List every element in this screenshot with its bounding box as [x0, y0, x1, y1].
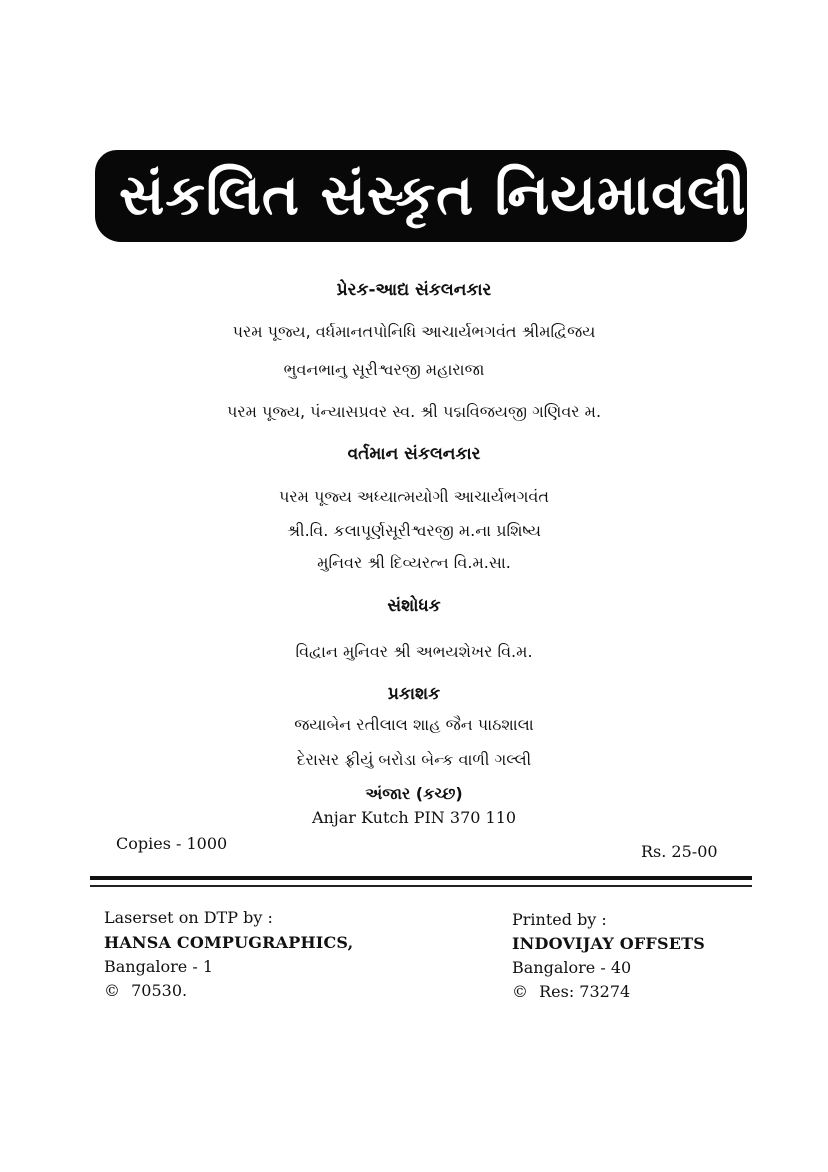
apple-logo-icon — [70, 230, 94, 254]
apple-logo-icon — [70, 938, 94, 962]
sanshodhak-line-1: વિદ્વાન મુનિવર શ્રી અભયશેખર વિ.મ. — [295, 642, 533, 661]
printer-company: INDOVIJAY OFFSETS — [512, 934, 705, 953]
apple-logo-icon — [756, 465, 780, 489]
typeset-label — [104, 908, 273, 927]
apple-logo-icon — [756, 889, 780, 913]
separator-thick — [90, 876, 752, 880]
section-heading-prakashak: પ્રકાશક — [387, 684, 441, 704]
prakashak-line-2: દેરાસર ફ્રીયું બરોડા બેન્ક વાળી ગલ્લી — [296, 750, 532, 769]
prakashak-address-en: Anjar Kutch PIN 370 110 — [311, 808, 517, 827]
apple-logo-icon — [756, 842, 780, 866]
prakashak-line-1: જયાબેન રતીલાલ શાહ જૈન પાઠશાલા — [294, 715, 534, 734]
vartaman-line-1: પરમ પૂજ્ય અધ્યાત્મયોગી આચાર્યભગવંત — [279, 487, 549, 506]
apple-logo-icon — [70, 136, 94, 160]
apple-logo-icon — [756, 182, 780, 206]
section-heading-prerak: પ્રેરક-આદ્ય સંકલનકાર — [336, 280, 492, 300]
apple-logo-icon — [70, 160, 94, 184]
vartaman-line-3: મુનિવર શ્રી દિવ્યરત્ન વિ.મ.સા. — [317, 553, 511, 572]
phone-icon: © — [104, 981, 120, 1000]
prakashak-city: અંજાર (કચ્છ) — [365, 784, 463, 803]
typeset-phone — [104, 981, 187, 1000]
typeset-company: HANSA COMPUGRAPHICS, — [104, 933, 354, 952]
typeset-label-suffix: DTP by : — [203, 908, 273, 927]
prerak-line-3: પરમ પૂજ્ય, પંન્યાસપ્રવર સ્વ. શ્રી પદ્મવિજયજી ગણિવર મ. — [226, 402, 602, 421]
apple-logo-icon — [70, 254, 94, 278]
vartaman-line-2: શ્રી.વિ. કલાપૂર્ણસૂરીશ્વરજી મ.ના પ્રશિષ્ય — [286, 521, 542, 540]
typeset-phone-number: 70530. — [131, 981, 188, 1000]
printer-label: Printed by : — [512, 910, 607, 929]
apple-logo-icon — [756, 1007, 780, 1031]
apple-logo-icon — [70, 985, 94, 1009]
printer-phone — [512, 982, 630, 1001]
apple-logo-icon — [756, 158, 780, 182]
apple-logo-icon — [70, 419, 94, 443]
phone-icon: © — [512, 982, 528, 1001]
apple-logo-icon — [756, 205, 780, 229]
title-banner — [95, 150, 747, 242]
apple-logo-icon — [70, 207, 94, 231]
apple-logo-icon — [756, 252, 780, 276]
prerak-line-2: ભુવનભાનુ સૂરીશ્વરજી મહારાજા — [283, 360, 485, 379]
printer-phone-number: Res: 73274 — [539, 982, 631, 1001]
apple-logo-icon — [70, 891, 94, 915]
apple-logo-icon — [756, 984, 780, 1008]
apple-logo-icon — [70, 1009, 94, 1026]
border-top — [72, 114, 764, 138]
apple-logo-icon — [70, 915, 94, 939]
section-heading-vartaman: વર્તમાન સંકલનકાર — [347, 444, 481, 464]
copies-count: Copies - 1000 — [116, 834, 228, 853]
apple-logo-icon — [756, 913, 780, 937]
document-title: સંકલિત સંસ્કૃત નિયમાવલી — [119, 163, 747, 228]
apple-logo-icon — [70, 962, 94, 986]
price: Rs. 25-00 — [641, 842, 718, 861]
section-heading-sanshodhak: સંશોધક — [387, 596, 441, 616]
prerak-line-1: પરમ પૂજ્ય, વર્ધમાનતપોનિધિ આચાર્યભગવંત શ્રીમદ્વિજય — [232, 322, 596, 341]
typeset-city: Bangalore - 1 — [104, 957, 214, 976]
apple-logo-icon — [756, 937, 780, 961]
apple-logo-icon — [756, 866, 780, 890]
border-bottom — [72, 1032, 740, 1056]
typeset-label-prefix: Laserset on — [104, 908, 199, 927]
apple-logo-icon — [70, 844, 94, 868]
apple-logo-icon — [756, 300, 780, 324]
separator-thin — [90, 885, 752, 887]
apple-logo-icon — [756, 229, 780, 253]
apple-logo-icon — [756, 960, 780, 984]
border-left — [70, 136, 94, 1026]
apple-logo-icon — [70, 183, 94, 207]
printer-city: Bangalore - 40 — [512, 958, 632, 977]
